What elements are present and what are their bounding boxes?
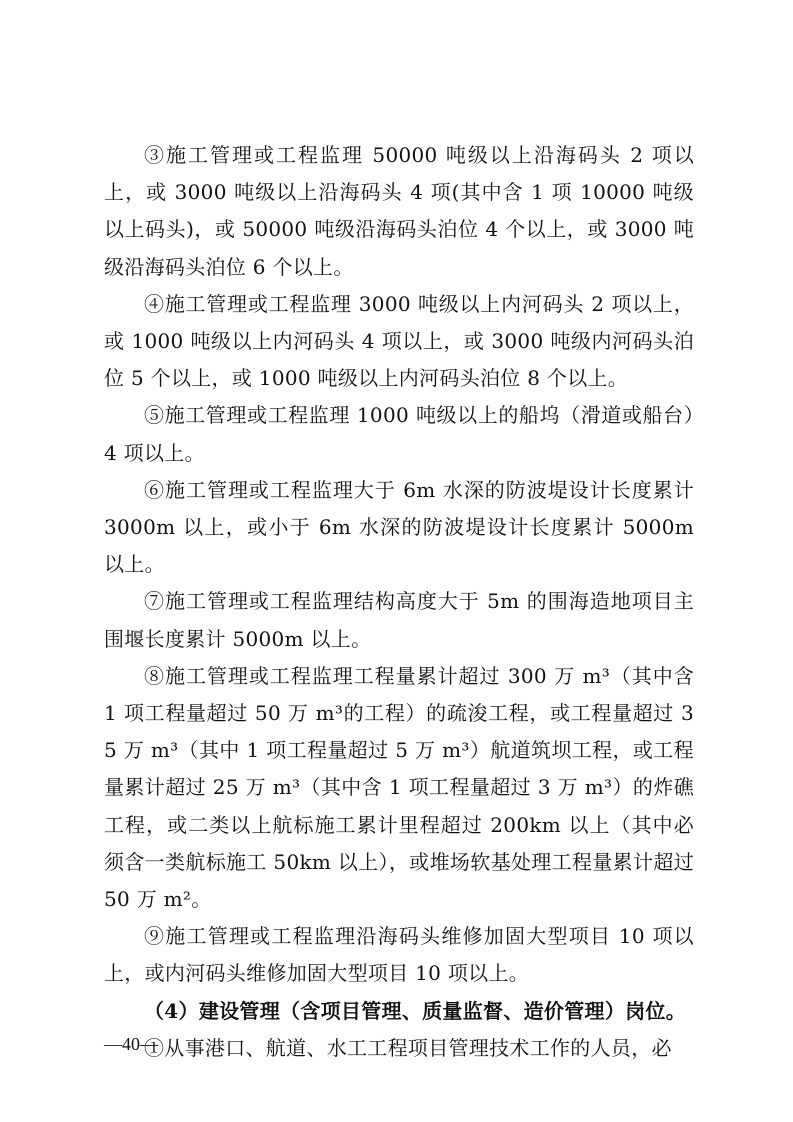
- page-number: —40—: [104, 1034, 158, 1054]
- document-body: [104, 137, 694, 1067]
- paragraph-item-5: ⑤施工管理或工程监理 1000 吨级以上的船坞（滑道或船台）4 项以上。: [104, 403, 694, 465]
- paragraph-item-9: ⑨施工管理或工程监理沿海码头维修加固大型项目 10 项以上，或内河码头维修加固大型项目 10 项以上。: [104, 924, 694, 986]
- paragraph-item-7: ⑦施工管理或工程监理结构高度大于 5m 的围海造地项目主围堰长度累计 5000m 以上。: [104, 589, 694, 651]
- section-heading: （4）建设管理（含项目管理、质量监督、造价管理）岗位。: [144, 998, 687, 1023]
- paragraph-item-8: ⑧施工管理或工程监理工程量累计超过 300 万 m³（其中含 1 项工程量超过 50 万 m³的工程）的疏浚工程，或工程量超过 35 万 m³（其中 1 项工程量超过 5 万 m³）航道筑坝工程，或工程量累计超过 25 万 m³（其中含 1 项工程量超过 3 万 m³）的炸礁工程，或二类以上航标施工累计里程超过 200km 以上（其中必须含一类航标施工 50km 以上），或堆场软基处理工程量累计超过 50 万 m²。: [104, 663, 694, 912]
- paragraph-item-6: ⑥施工管理或工程监理大于 6m 水深的防波堤设计长度累计 3000m 以上，或小于 6m 水深的防波堤设计长度累计 5000m 以上。: [104, 477, 694, 577]
- paragraph-item-4: ④施工管理或工程监理 3000 吨级以上内河码头 2 项以上，或 1000 吨级以上内河码头 4 项以上，或 3000 吨级内河码头泊位 5 个以上，或 1000 吨级以上内河码头泊位 8 个以上。: [104, 291, 694, 391]
- paragraph-item-1: ①从事港口、航道、水工工程项目管理技术工作的人员，必: [144, 1035, 672, 1060]
- paragraph-item-3: ③施工管理或工程监理 50000 吨级以上沿海码头 2 项以上，或 3000 吨级以上沿海码头 4 项(其中含 1 项 10000 吨级以上码头)，或 50000 吨级沿海码头泊位 4 个以上，或 3000 吨级沿海码头泊位 6 个以上。: [104, 143, 694, 279]
